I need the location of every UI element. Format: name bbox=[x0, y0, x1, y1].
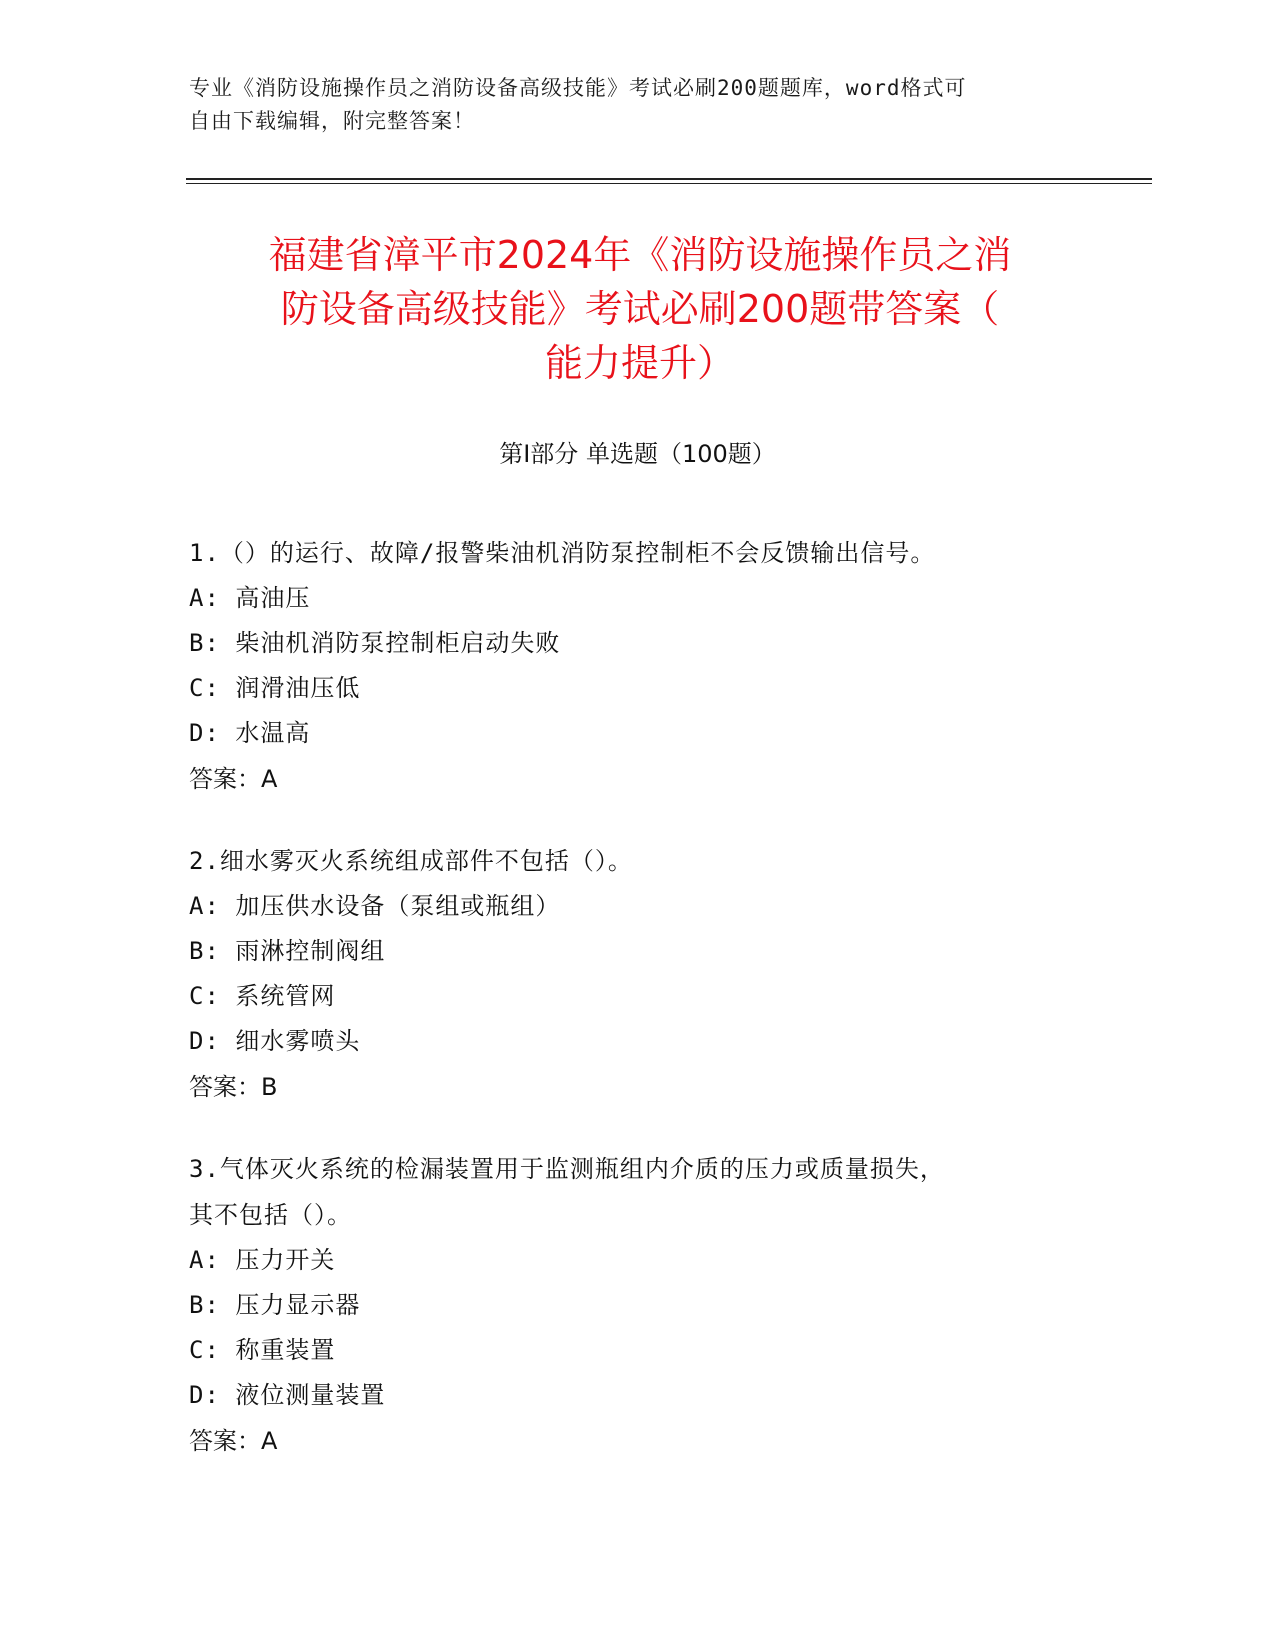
header-divider-thin bbox=[186, 183, 1152, 184]
header-note-line-2: 自由下载编辑，附完整答案！ bbox=[189, 109, 475, 133]
option-d: D: 水温高 bbox=[189, 719, 311, 747]
option-a: A: 高油压 bbox=[189, 584, 311, 612]
option-b: B: 雨淋控制阀组 bbox=[189, 937, 386, 965]
question-stem: 1.（）的运行、故障/报警柴油机消防泵控制柜不会反馈输出信号。 bbox=[189, 539, 936, 567]
question-stem-line-1: 3.气体灭火系统的检漏装置用于监测瓶组内介质的压力或质量损失， bbox=[189, 1155, 945, 1183]
question-item bbox=[189, 1146, 1089, 1464]
header-divider-thick bbox=[186, 178, 1152, 180]
title-line-1: 福建省漳平市2024年《消防设施操作员之消 bbox=[268, 233, 1012, 277]
option-a: A: 加压供水设备（泵组或瓶组） bbox=[189, 892, 561, 920]
option-c: C: 润滑油压低 bbox=[189, 674, 361, 702]
title-line-3: 能力提升） bbox=[544, 341, 735, 385]
question-stem: 2.细水雾灭火系统组成部件不包括（）。 bbox=[189, 847, 633, 875]
section-heading: 第Ⅰ部分 单选题（100题） bbox=[499, 440, 776, 468]
option-a: A: 压力开关 bbox=[189, 1246, 336, 1274]
question-list bbox=[189, 530, 1089, 1500]
option-c: C: 系统管网 bbox=[189, 982, 336, 1010]
option-b: B: 柴油机消防泵控制柜启动失败 bbox=[189, 629, 561, 657]
answer-line: 答案：A bbox=[189, 765, 278, 793]
answer-line: 答案：A bbox=[189, 1427, 278, 1455]
option-d: D: 液位测量装置 bbox=[189, 1381, 386, 1409]
document-title bbox=[180, 228, 1100, 390]
header-note-line-1: 专业《消防设施操作员之消防设备高级技能》考试必刷200题题库，word格式可 bbox=[189, 76, 967, 100]
question-stem-line-2: 其不包括（）。 bbox=[189, 1201, 352, 1229]
question-item bbox=[189, 530, 1089, 802]
answer-line: 答案：B bbox=[189, 1073, 278, 1101]
option-c: C: 称重装置 bbox=[189, 1336, 336, 1364]
option-d: D: 细水雾喷头 bbox=[189, 1027, 361, 1055]
question-item bbox=[189, 838, 1089, 1110]
title-line-2: 防设备高级技能》考试必刷200题带答案（ bbox=[280, 287, 1000, 331]
header-note bbox=[189, 72, 1069, 138]
option-b: B: 压力显示器 bbox=[189, 1291, 361, 1319]
